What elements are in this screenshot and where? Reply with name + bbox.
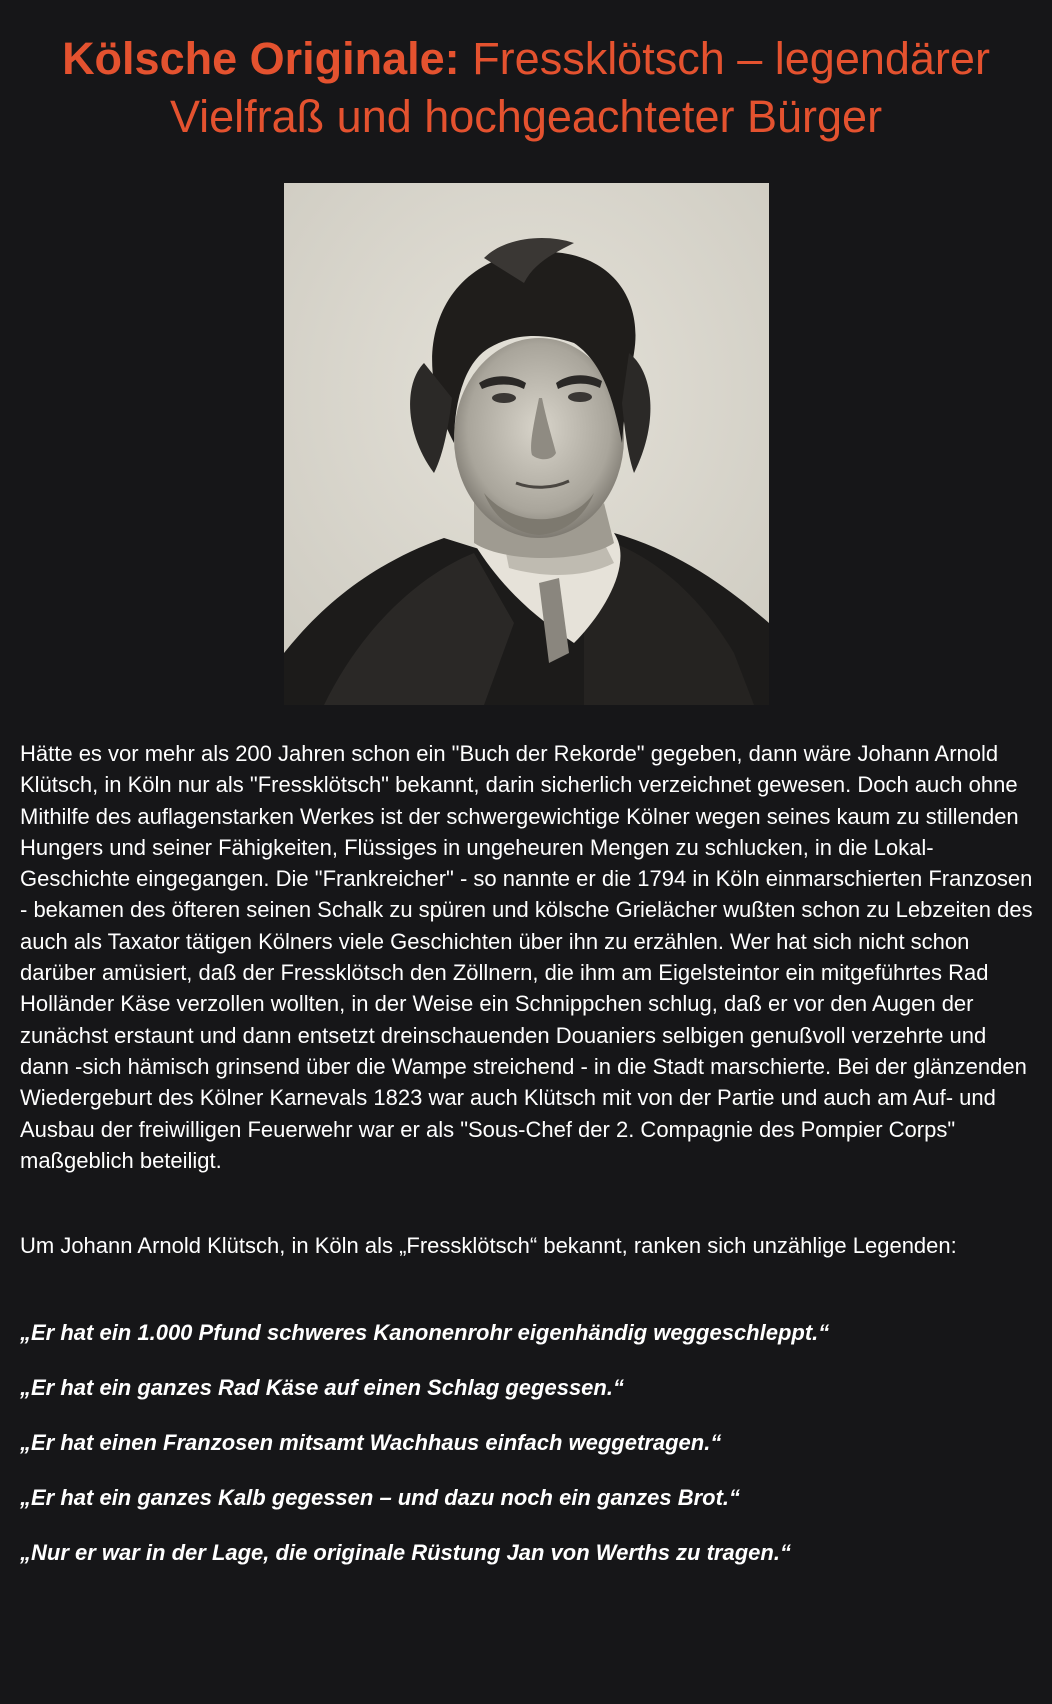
legend-quote: „Nur er war in der Lage, die originale Rüstung Jan von Werths zu tragen.“	[20, 1540, 791, 1565]
legend-quote: „Er hat einen Franzosen mitsamt Wachhaus einfach weggetragen.“	[20, 1430, 722, 1455]
intro-paragraph: Hätte es vor mehr als 200 Jahren schon ein "Buch der Rekorde" gegeben, dann wäre Johann Arnold Klütsch, in Köln nur als "Fressklötsch" bekannt, darin sicherlich verzeichnet gewesen. Doch auch ohne Mithilfe des auflagenstarken Werkes ist der schwergewichtige Kölner wegen seines kaum zu stillenden Hungers und seiner Fähigkeiten, Flüssiges in ungeheuren Mengen zu schlucken, in die Lokal-Geschichte eingegangen. Die "Frankreicher" - so nannte er die 1794 in Köln einmarschierten Franzosen - bekamen des öfteren seinen Schalk zu spüren und kölsche Grielächer wußten schon zu Lebzeiten des auch als Taxator tätigen Kölners viele Geschichten über ihn zu erzählen. Wer hat sich nicht schon darüber amüsiert, daß der Fressklötsch den Zöllnern, die ihm am Eigelsteintor ein mitgeführtes Rad Holländer Käse verzollen wollten, in der Weise ein Schnippchen schlug, daß er vor den Augen der zunächst erstaunt und dann entsetzt dreinschauenden Douaniers selbigen genußvoll verzehrte und dann -sich hämisch grinsend über die Wampe streichend - in die Stadt marschierte. Bei der glänzenden Wiedergeburt des Kölner Karnevals 1823 war auch Klütsch mit von der Partie und auch am Auf- und Ausbau der freiwilligen Feuerwehr war er als "Sous-Chef der 2. Compagnie des Pompier Corps" maßgeblich beteiligt.	[20, 741, 1033, 1173]
title-prefix: Kölsche Originale:	[62, 33, 460, 84]
title-text: Fressklötsch – legendärer Vielfraß und hochgeachteter Bürger	[169, 33, 990, 142]
portrait-engraving-icon	[284, 183, 769, 705]
legend-quote: „Er hat ein ganzes Rad Käse auf einen Schlag gegessen.“	[20, 1375, 624, 1400]
legend-quote: „Er hat ein ganzes Kalb gegessen – und dazu noch ein ganzes Brot.“	[20, 1485, 741, 1510]
page-title	[20, 30, 1032, 146]
portrait-image	[284, 183, 769, 705]
legend-quote: „Er hat ein 1.000 Pfund schweres Kanonenrohr eigenhändig weggeschleppt.“	[20, 1320, 830, 1345]
legends-lead: Um Johann Arnold Klütsch, in Köln als „Fressklötsch“ bekannt, ranken sich unzählige Legenden:	[20, 1233, 957, 1258]
